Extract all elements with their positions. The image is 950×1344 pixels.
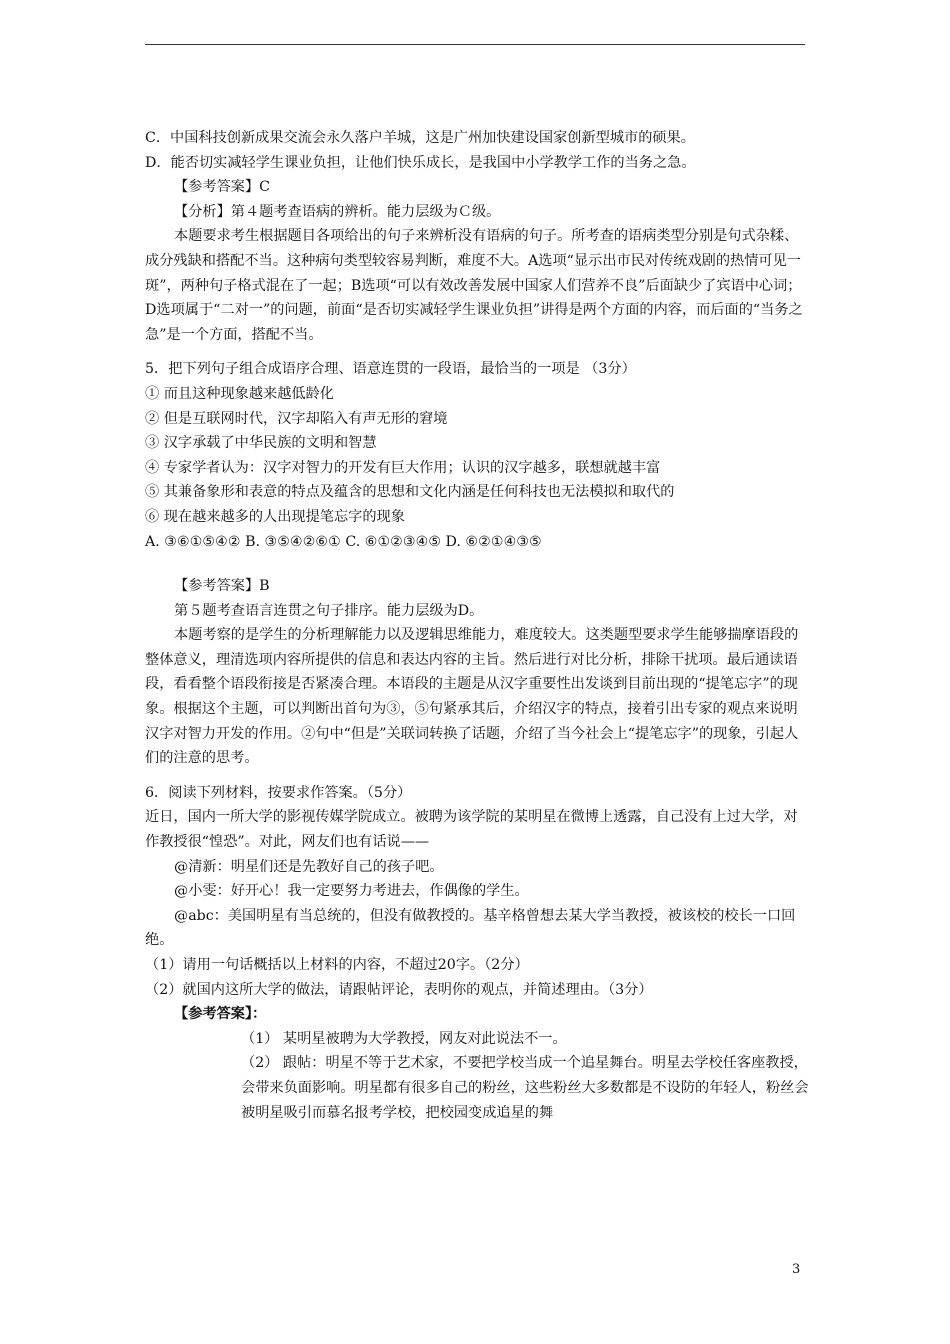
q5-sentence-5: ⑤ 其兼备象形和表意的特点及蕴含的思想和文化内涵是任何科技也无法模拟和取代的: [145, 484, 675, 501]
q5-analysis: 本题考察的是学生的分析理解能力以及逻辑思维能力，难度较大。这类题型要求学生能够揣摩语段的整体意义，理清选项内容所提供的信息和表达内容的主旨。然后进行对比分析，排除干扰项。最后通读语段，看看整个语段衔接是否紧凑合理。本语段的主题是从汉字重要性出发谈到目前出现的“提笔忘字”的现象。根据这个主题，可以判断出首句为③，⑤句紧承其后，介绍汉字的特点，接着引出专家的观点来说明汉字对智力开发的作用。②句中“但是”关联词转换了话题，介绍了当今社会上“提笔忘字”的现象，引起人们的注意的思考。: [145, 627, 799, 767]
q4-option-c: C．中国科技创新成果交流会永久落户羊城，这是广州加快建设国家创新型城市的硕果。: [145, 130, 695, 146]
q4-analysis-head: 【分析】第４题考查语病的辨析。能力层级为Ｃ级。: [174, 203, 501, 220]
q6-answer-head: 【参考答案】：: [174, 1006, 267, 1023]
q5-answer: 【参考答案】B: [174, 578, 270, 595]
q4-option-d: D．能否切实减轻学生课业负担，让他们快乐成长，是我国中小学教学工作的当务之急。: [145, 154, 696, 171]
q5-sentence-6: ⑥ 现在越来越多的人出现提笔忘字的现象: [145, 508, 405, 525]
q6-material: 近日，国内一所大学的影视传媒学院成立。被聘为该学院的某明星在微博上透露，自己没有上过大学，对作教授很“惶恐”。对此，网友们也有话说——: [145, 809, 798, 851]
q6-sub-question-1: （1）请用一句话概括以上材料的内容，不超过20字。（2分）: [145, 957, 529, 973]
q5-sentence-2: ② 但是互联网时代，汉字却陷入有声无形的窘境: [145, 410, 448, 427]
q6-comment-3: @abc：美国明星有当总统的，但没有做教授的。基辛格曾想去某大学当教授，被该校的校长一口回绝。: [145, 907, 796, 949]
q5-stem: 5．把下列句子组合成语序合理、语意连贯的一段语，最恰当的一项是 （3分）: [145, 361, 636, 378]
q5-options: A. ③⑥①⑤④② B. ③⑤④②⑥① C. ⑥①②③④⑤ D. ⑥②①④③⑤: [145, 533, 542, 550]
q6-stem: 6．阅读下列材料，按要求作答案。（5分）: [145, 784, 412, 801]
q5-sentence-4: ④ 专家学者认为：汉字对智力的开发有巨大作用；认识的汉字越多，联想就越丰富: [145, 459, 661, 476]
q6-answer-2: （2） 跟帖：明星不等于艺术家，不要把学校当成一个追星舞台。明星去学校任客座教授，会带来负面影响。明星都有很多自己的粉丝，这些粉丝大多数都是不设防的年轻人，粉丝会被明星吸引而慕名报考学校，把校园变成追星的舞: [241, 1055, 809, 1121]
q6-answer-1: （1） 某明星被聘为大学教授，网友对此说法不一。: [241, 1030, 567, 1047]
document-body: [145, 126, 810, 1125]
q4-analysis-body: 本题要求考生根据题目各项给出的句子来辨析没有语病的句子。所考查的语病类型分别是句式杂糅、成分残缺和搭配不当。这种病句类型较容易判断，难度不大。A选项“显示出市民对传统戏剧的热情可见一斑”，两种句子格式混在了一起；B选项“可以有效改善发展中国家人们营养不良”后面缺少了宾语中心词；D选项属于“二对一”的问题，前面“是否切实减轻学生课业负担”讲得是两个方面的内容，而后面的“当务之急”是一个方面，搭配不当。: [145, 228, 803, 343]
q5-sentence-3: ③ 汉字承载了中华民族的文明和智慧: [145, 435, 377, 452]
q4-answer: 【参考答案】C: [174, 179, 270, 196]
q6-comment-2: @小雯：好开心！我一定要努力考进去，作偶像的学生。: [174, 883, 529, 900]
q6-sub-question-2: （2）就国内这所大学的做法，请跟帖评论，表明你的观点，并简述理由。（3分）: [145, 981, 653, 998]
q5-sentence-1: ① 而且这种现象越来越低龄化: [145, 385, 334, 402]
page-number: 3: [792, 1262, 801, 1277]
q6-comment-1: @清新：明星们还是先教好自己的孩子吧。: [174, 858, 444, 875]
q5-level: 第５题考查语言连贯之句子排序。能力层级为D。: [174, 602, 484, 619]
header-rule: [145, 44, 805, 45]
